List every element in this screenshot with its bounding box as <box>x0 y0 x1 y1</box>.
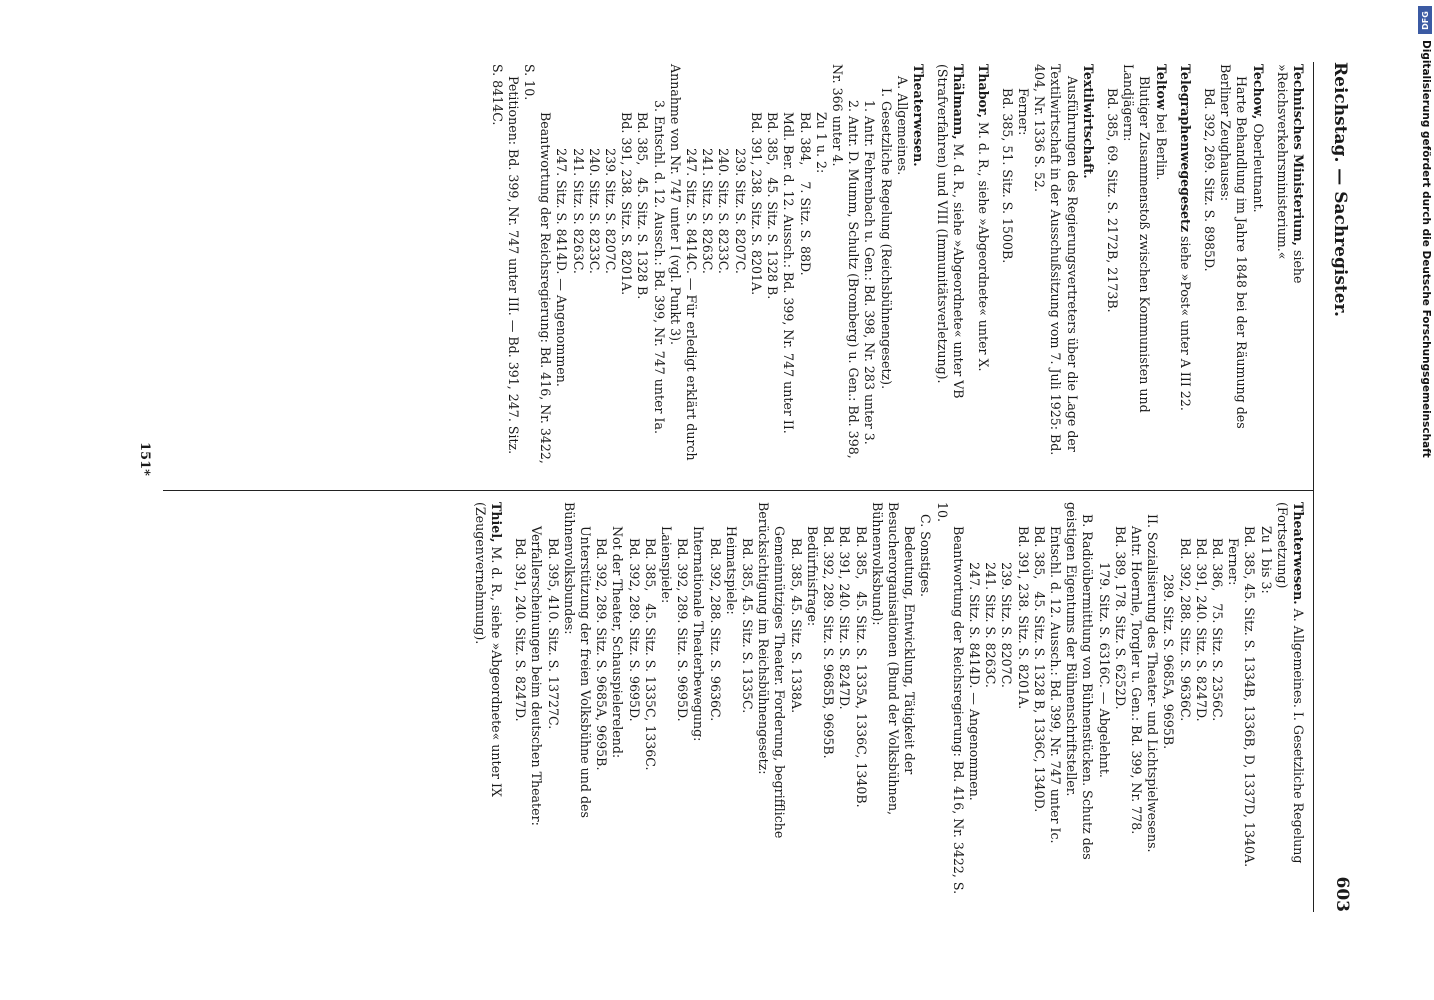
index-entry <box>974 64 990 469</box>
entry-text: M. d. R., siehe »Abgeordnete« unter IX (Zeugenvernehmung). <box>472 502 505 802</box>
index-entry <box>512 502 1306 907</box>
entry-text: bei Berlin. Blutiger Zusammenstoß zwischen Kommunisten und Landjägern: Bd. 385, 69. Sitz. S. 2172B, 2173B. <box>1104 64 1169 413</box>
left-column <box>480 64 1306 469</box>
signature-mark: 151* <box>137 442 152 476</box>
index-entry <box>999 64 1096 469</box>
entry-lemma: Thälmann, <box>951 64 967 140</box>
entry-text: M. d. R., siehe »Abgeordnete« unter VB (Strafverfahren) und VIII (Immunitätsverletzung). <box>935 64 967 403</box>
page-number: 603 <box>1332 876 1352 912</box>
dfg-logo-icon <box>1418 6 1432 34</box>
dfg-logo-text: DFG <box>1420 10 1430 30</box>
header-title: Reichstag. — Sachregister. <box>1330 62 1350 317</box>
entry-lemma: Thabor, <box>975 64 991 118</box>
entry-text: A. Allgemeines. I. Gesetzliche Regelung (Fortsetzung) Zu 1 bis 3: Bd. 385, 45. Sitz. S. 1334B, 1336B, D, 1337D, 1340A. Ferner: Bd. 386, 75. Sitz. S. 2356C. Bd. 391, 240. Sitz. S. 8247D. Bd. 392, 288. Sitz. S. 9636C. 289. Sitz. S. 9685A, 9695B. II. Sozialisierung des Theater- und Lichtspielwesens. Antr. Hoernle, Torgler u. Gen.: Bd. 399, Nr. 778. Bd. 389, 178. Sitz. S. 6252D. 179. Sitz. S. 6316C. — Abgelehnt. B. Radioübermittlung von Bühnenstücken. Schutz des geistigen Eigentums der Bühnenschriftsteller. Entschl. d. 12. Aussch.: Bd. 399, Nr. 747 unter Ic. Bd. 385, 45. Sitz. S. 1328 B, 1336C, 1340D. Bd. 391, 238. Sitz. S. 8201A. 239. Sitz. S. 8207C. 241. Sitz. S. 8263C. 247. Sitz. S. 8414D. — Angenommen. Beantwortung der Reichsregierung: Bd. 416, Nr. 3422, S. 10. C. Sonstiges. Bedeutung, Entwicklung, Tätigkeit der Besucherorganisationen (Bund der Volksbühnen, Bühnenvolksbund): Bd. 385, 45. Sitz. S. 1335A, 1336C, 1340B. Bd. 391, 240. Sitz. S. 8247D. Bd. 392, 289. Sitz. S. 9685B, 9695B. Bedürfnisfrage: Bd. 385, 45. Sitz. S. 1338A. Gemeinnütziges Theater. Forderung, begriffliche Berücksichtigung im Reichsbühnengesetz: Bd. 385, 45. Sitz. S. 1335C. Heimatspiele: Bd. 392, 288. Sitz. S. 9636C. Internationale Theaterbewegung: Bd. 392, 289. Sitz. S. 9695D. Laienspiele: Bd. 385, 45. Sitz. S. 1335C, 1336C. Bd. 392, 289. Sitz. S. 9695D. Not der Theater, Schauspielerelend: Bd. 392, 289. Sitz. S. 9685A, 9695B. Unterstützung der freien Volksbühne und des Bühnenvolksbundes: Bd. 395, 410. Sitz. S. 13727C. Verfallerscheinungen beim deutschen Theater: Bd. 391, 240. Sitz. S. 8247D. <box>513 502 1306 895</box>
index-entry <box>488 64 925 469</box>
entry-lemma: Textilwirtschaft. <box>1080 64 1096 179</box>
column-divider <box>163 490 1313 491</box>
entry-lemma: Teltow <box>1153 64 1169 110</box>
entry-text: siehe »Post« unter A III 22. <box>1177 232 1193 411</box>
entry-text: Ausführungen des Regierungsvertreters über die Lage der Textilwirtschaft in der Ausschußsitzung vom 7. Juli 1925: Bd. 404, Nr. 1336 S. 52. Ferner: Bd. 385, 51. Sitz. S. 1500B. <box>999 64 1080 456</box>
running-header <box>1320 62 1360 912</box>
entry-text: Oberleutnant. Harte Behandlung im Jahre 1848 bei der Räumung des Berliner Zeughauses: Bd. 392, 269. Sitz. S. 8985D. <box>1201 64 1266 429</box>
index-entry <box>1104 64 1169 469</box>
right-column <box>464 502 1306 907</box>
entry-lemma: Thiel, <box>489 502 505 543</box>
rotated-page-content <box>110 62 1360 912</box>
entry-lemma: Theaterwesen. <box>1291 502 1306 605</box>
entry-text: A. Allgemeines. I. Gesetzliche Regelung (Reichsbühnengesetz). 1. Antr. Fehrenbach u. Gen.: Bd. 398, Nr. 283 unter 3. 2. Antr. D. Mumm, Schultz (Bromberg) u. Gen.: Bd. 398, Nr. 366 unter 4. Zu 1 u. 2: Bd. 384, 7. Sitz. S. 88D. Mdl. Ber. d. 12. Aussch.: Bd. 399, Nr. 747 unter II. Bd. 385, 45. Sitz. S. 1328 B. Bd. 391, 238. Sitz. S. 8201A. 239. Sitz. S. 8207C. 240. Sitz. S. 8233C. 241. Sitz. S. 8263C. 247. Sitz. S. 8414C. — Für erledigt erklärt durch Annahme von Nr. 747 unter I (vgl. Punkt 3). 3. Entschl. d. 12. Aussch.: Bd. 399, Nr. 747 unter Ia. Bd. 385, 45. Sitz. S. 1328 B. Bd. 391, 238. Sitz. S. 8201A. 239. Sitz. S. 8207C. 240. Sitz. S. 8233C. 241. Sitz. S. 8263C. 247. Sitz. S. 8414D. — Angenommen. Beantwortung der Reichsregierung: Bd. 416, Nr. 3422, S. 10. Petitionen: Bd. 399, Nr. 747 unter III. — Bd. 391, 247. Sitz. S. 8414C. <box>489 64 910 464</box>
index-entry <box>934 64 966 469</box>
index-entry <box>472 502 504 907</box>
entry-text: M. d. R., siehe »Abgeordnete« unter X. <box>975 118 991 372</box>
entry-lemma: Technisches Ministerium, <box>1291 64 1306 246</box>
index-entry <box>1274 64 1306 469</box>
digitization-note-text: Digitalisierung gefördert durch die Deutsche Forschungsgemeinschaft <box>1420 40 1432 458</box>
index-entry <box>1177 64 1193 469</box>
header-rule <box>1313 62 1314 912</box>
entry-text: siehe »Reichsverkehrsministerium.« <box>1274 64 1306 288</box>
entry-lemma: Theaterwesen. <box>910 64 926 167</box>
entry-lemma: Telegraphenwegegesetz <box>1177 64 1193 233</box>
entry-lemma: Techow, <box>1250 64 1266 120</box>
index-entry <box>1201 64 1266 469</box>
